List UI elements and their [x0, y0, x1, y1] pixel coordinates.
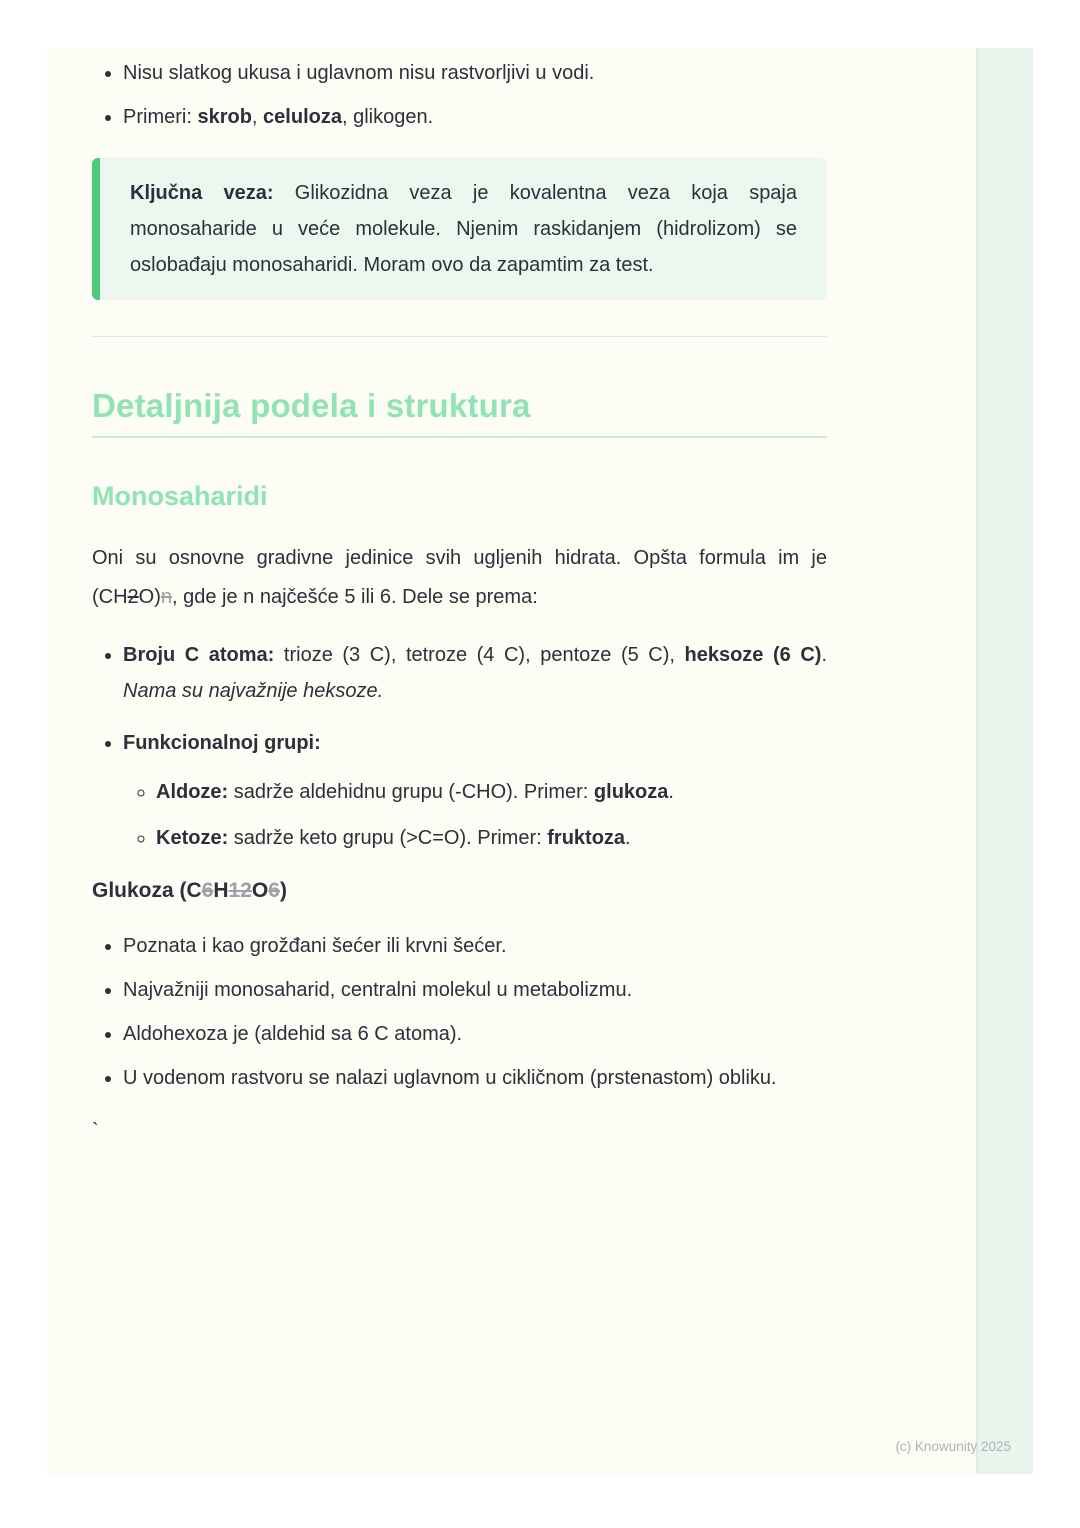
stray-character: `	[92, 1120, 99, 1142]
subsection-title: Monosaharidi	[92, 481, 268, 511]
glucose-heading	[92, 877, 827, 905]
section-title: Detaljnija podela i struktura	[92, 387, 531, 424]
list-item-text: , glikogen.	[341, 106, 434, 128]
list-item-text: trioze (3 C), tetroze (4 C), pentoze (5 C),	[274, 644, 685, 666]
heading-text: Glukoza (C	[92, 879, 202, 902]
list-item-text: Primeri:	[123, 106, 198, 128]
bold-term: Funkcionalnoj grupi:	[123, 732, 321, 754]
subscript-strike: n	[160, 586, 173, 608]
list-item-text: ,	[251, 106, 264, 128]
section-title-underline	[92, 436, 827, 438]
polysaccharide-properties-list	[92, 58, 827, 132]
intro-paragraph	[92, 539, 827, 617]
glucose-facts-list	[92, 931, 827, 1093]
subscript-strike: 2	[127, 586, 139, 608]
paragraph-text: O)	[138, 586, 161, 608]
italic-note: Nama su najvažnije heksoze.	[123, 680, 384, 702]
callout-label: Ključna veza:	[130, 182, 274, 204]
classification-list	[92, 637, 827, 853]
list-item-text: Nisu slatkog ukusa i uglavnom nisu rastvorljivi u vodi.	[123, 62, 595, 84]
list-item	[123, 102, 827, 132]
bold-term: heksoze (6 C)	[684, 644, 822, 666]
list-item-text: Poznata i kao grožđani šećer ili krvni šećer.	[123, 935, 507, 957]
list-item-text: sadrže aldehidnu grupu (-CHO). Primer:	[228, 781, 594, 803]
heading-text: O	[251, 879, 269, 902]
notes-page	[47, 48, 1033, 1474]
page-content	[92, 48, 827, 1143]
list-item-text: .	[821, 644, 827, 666]
section-divider	[92, 336, 827, 337]
copyright-footer: (c) Knowunity 2025	[895, 1439, 1011, 1454]
bold-term: Aldoze:	[156, 781, 229, 803]
list-item	[123, 931, 827, 961]
heading-text: )	[279, 879, 287, 902]
list-item-text: Aldohexoza je (aldehid sa 6 C atoma).	[123, 1023, 463, 1045]
bold-term: Ketoze:	[156, 827, 229, 849]
list-item	[156, 823, 827, 853]
bold-term: celuloza	[263, 106, 342, 128]
list-item	[123, 975, 827, 1005]
list-item-text: sadrže keto grupu (>C=O). Primer:	[228, 827, 548, 849]
key-note-callout	[92, 158, 827, 300]
subscript-strike: 12	[228, 879, 252, 902]
subscript-strike: 6	[201, 879, 214, 902]
list-item	[123, 725, 827, 853]
callout-body: Glikozidna veza je kovalentna veza koja spaja monosaharide u veće molekule. Njenim raskidanjem (hidrolizom) se oslobađaju monosaharidi. Moram ovo da zapamtim za test.	[130, 182, 797, 276]
list-item	[123, 58, 827, 88]
list-item	[123, 1063, 827, 1093]
list-item-text: U vodenom rastvoru se nalazi uglavnom u cikličnom (prstenastom) obliku.	[123, 1067, 777, 1089]
list-item-text: Najvažniji monosaharid, centralni molekul u metabolizmu.	[123, 979, 633, 1001]
bold-term: skrob	[197, 106, 252, 128]
functional-group-sublist	[123, 777, 827, 853]
list-item-text: .	[625, 827, 631, 849]
list-item	[156, 777, 827, 807]
list-item	[123, 637, 827, 709]
paragraph-text: Oni su osnovne gradivne jedinice svih ugljenih hidrata. Opšta formula im je (CH	[92, 547, 827, 608]
callout-text	[130, 175, 797, 283]
subscript-strike: 6	[268, 879, 280, 902]
bold-term: glukoza	[593, 781, 669, 803]
bold-term: Broju C atoma:	[123, 644, 275, 666]
list-item	[123, 1019, 827, 1049]
paragraph-text: , gde je n najčešće 5 ili 6. Dele se prema:	[172, 586, 538, 608]
heading-text: H	[213, 879, 229, 902]
bold-term: fruktoza	[547, 827, 626, 849]
list-item-text: .	[668, 781, 674, 803]
page-edge-stripe	[976, 48, 1033, 1474]
